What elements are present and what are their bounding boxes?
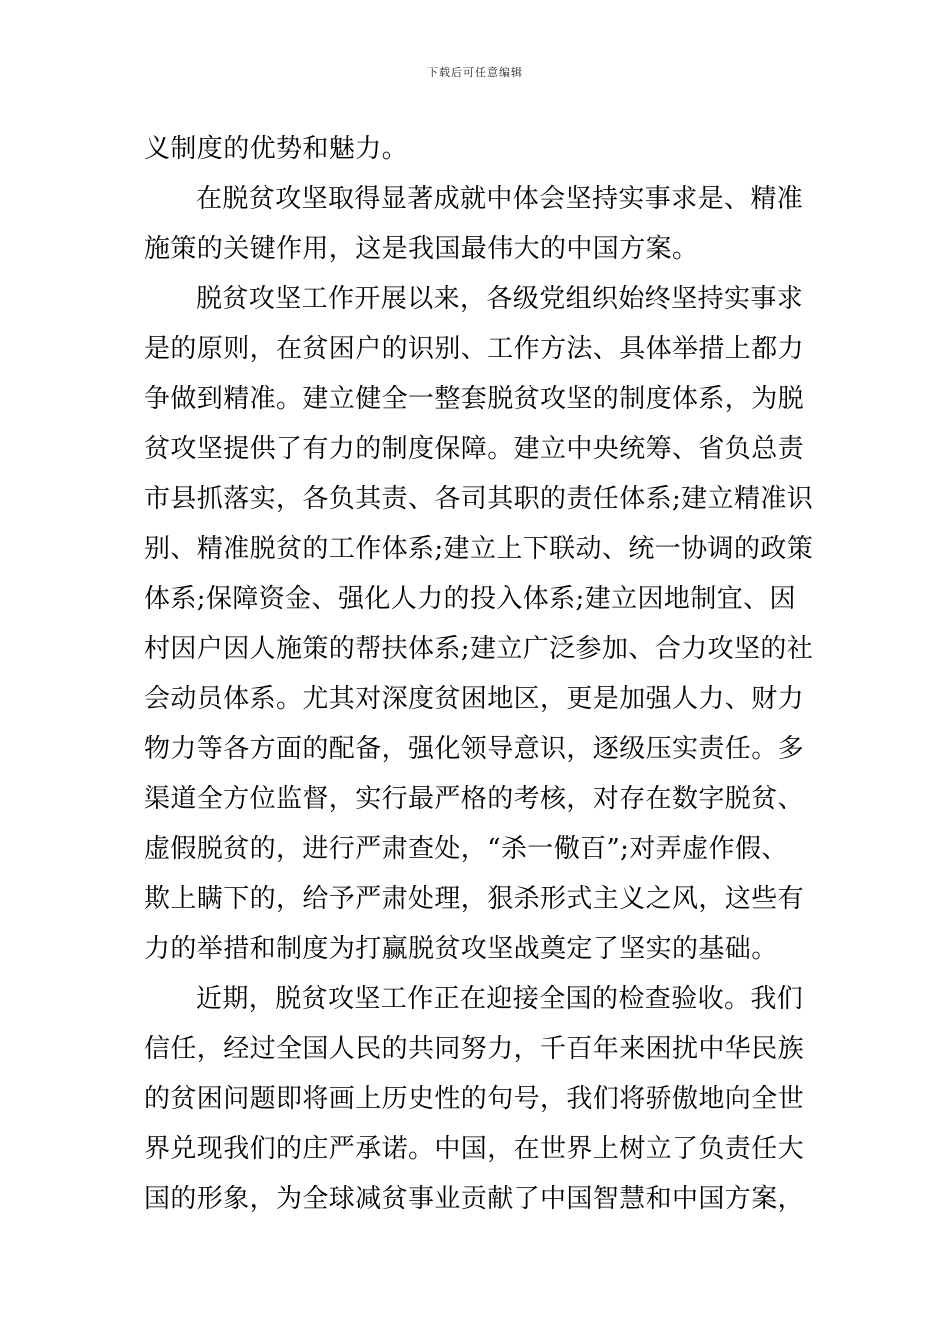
body-text-line: 贫攻坚提供了有力的制度保障。建立中央统筹、省负总责 [144, 434, 805, 464]
body-text-line: 欺上瞒下的，给予严肃处理，狠杀形式主义之风，这些有 [144, 884, 805, 914]
body-text-line: 是的原则，在贫困户的识别、工作方法、具体举措上都力 [144, 334, 805, 364]
body-text-line: 市县抓落实，各负其责、各司其职的责任体系;建立精准识 [144, 484, 814, 514]
body-text-line: 渠道全方位监督，实行最严格的考核，对存在数字脱贫、 [144, 784, 805, 814]
body-text-line: 村因户因人施策的帮扶体系;建立广泛参加、合力攻坚的社 [144, 634, 814, 664]
body-text-line: 施策的关键作用，这是我国最伟大的中国方案。 [144, 234, 699, 264]
body-text-line: 信任，经过全国人民的共同努力，千百年来困扰中华民族 [144, 1034, 805, 1064]
body-text-line: 体系;保障资金、强化人力的投入体系;建立因地制宜、因 [144, 584, 796, 614]
body-text-line: 争做到精准。建立健全一整套脱贫攻坚的制度体系，为脱 [144, 384, 805, 414]
body-text-line: 力的举措和制度为打赢脱贫攻坚战奠定了坚实的基础。 [144, 934, 778, 964]
body-text-line: 会动员体系。尤其对深度贫困地区，更是加强人力、财力 [144, 684, 805, 714]
body-text-line: 的贫困问题即将画上历史性的句号，我们将骄傲地向全世 [144, 1084, 805, 1114]
body-text-line: 在脱贫攻坚取得显著成就中体会坚持实事求是、精准 [196, 184, 804, 214]
document-body [144, 124, 814, 1224]
body-text-line: 国的形象，为全球减贫事业贡献了中国智慧和中国方案， [144, 1184, 805, 1214]
body-text-line: 界兑现我们的庄严承诺。中国，在世界上树立了负责任大 [144, 1134, 805, 1164]
body-text-line: 近期，脱贫攻坚工作正在迎接全国的检查验收。我们 [196, 984, 804, 1014]
body-text-line: 物力等各方面的配备，强化领导意识，逐级压实责任。多 [144, 734, 805, 764]
body-text-line: 虚假脱贫的，进行严肃查处，“杀一儆百”;对弄虚作假、 [144, 834, 788, 864]
body-text-line: 脱贫攻坚工作开展以来，各级党组织始终坚持实事求 [196, 284, 804, 314]
body-text-line: 别、精准脱贫的工作体系;建立上下联动、统一协调的政策 [144, 534, 814, 564]
body-text-line: 义制度的优势和魅力。 [144, 134, 409, 164]
page-header: 下载后可任意编辑 [427, 66, 523, 79]
